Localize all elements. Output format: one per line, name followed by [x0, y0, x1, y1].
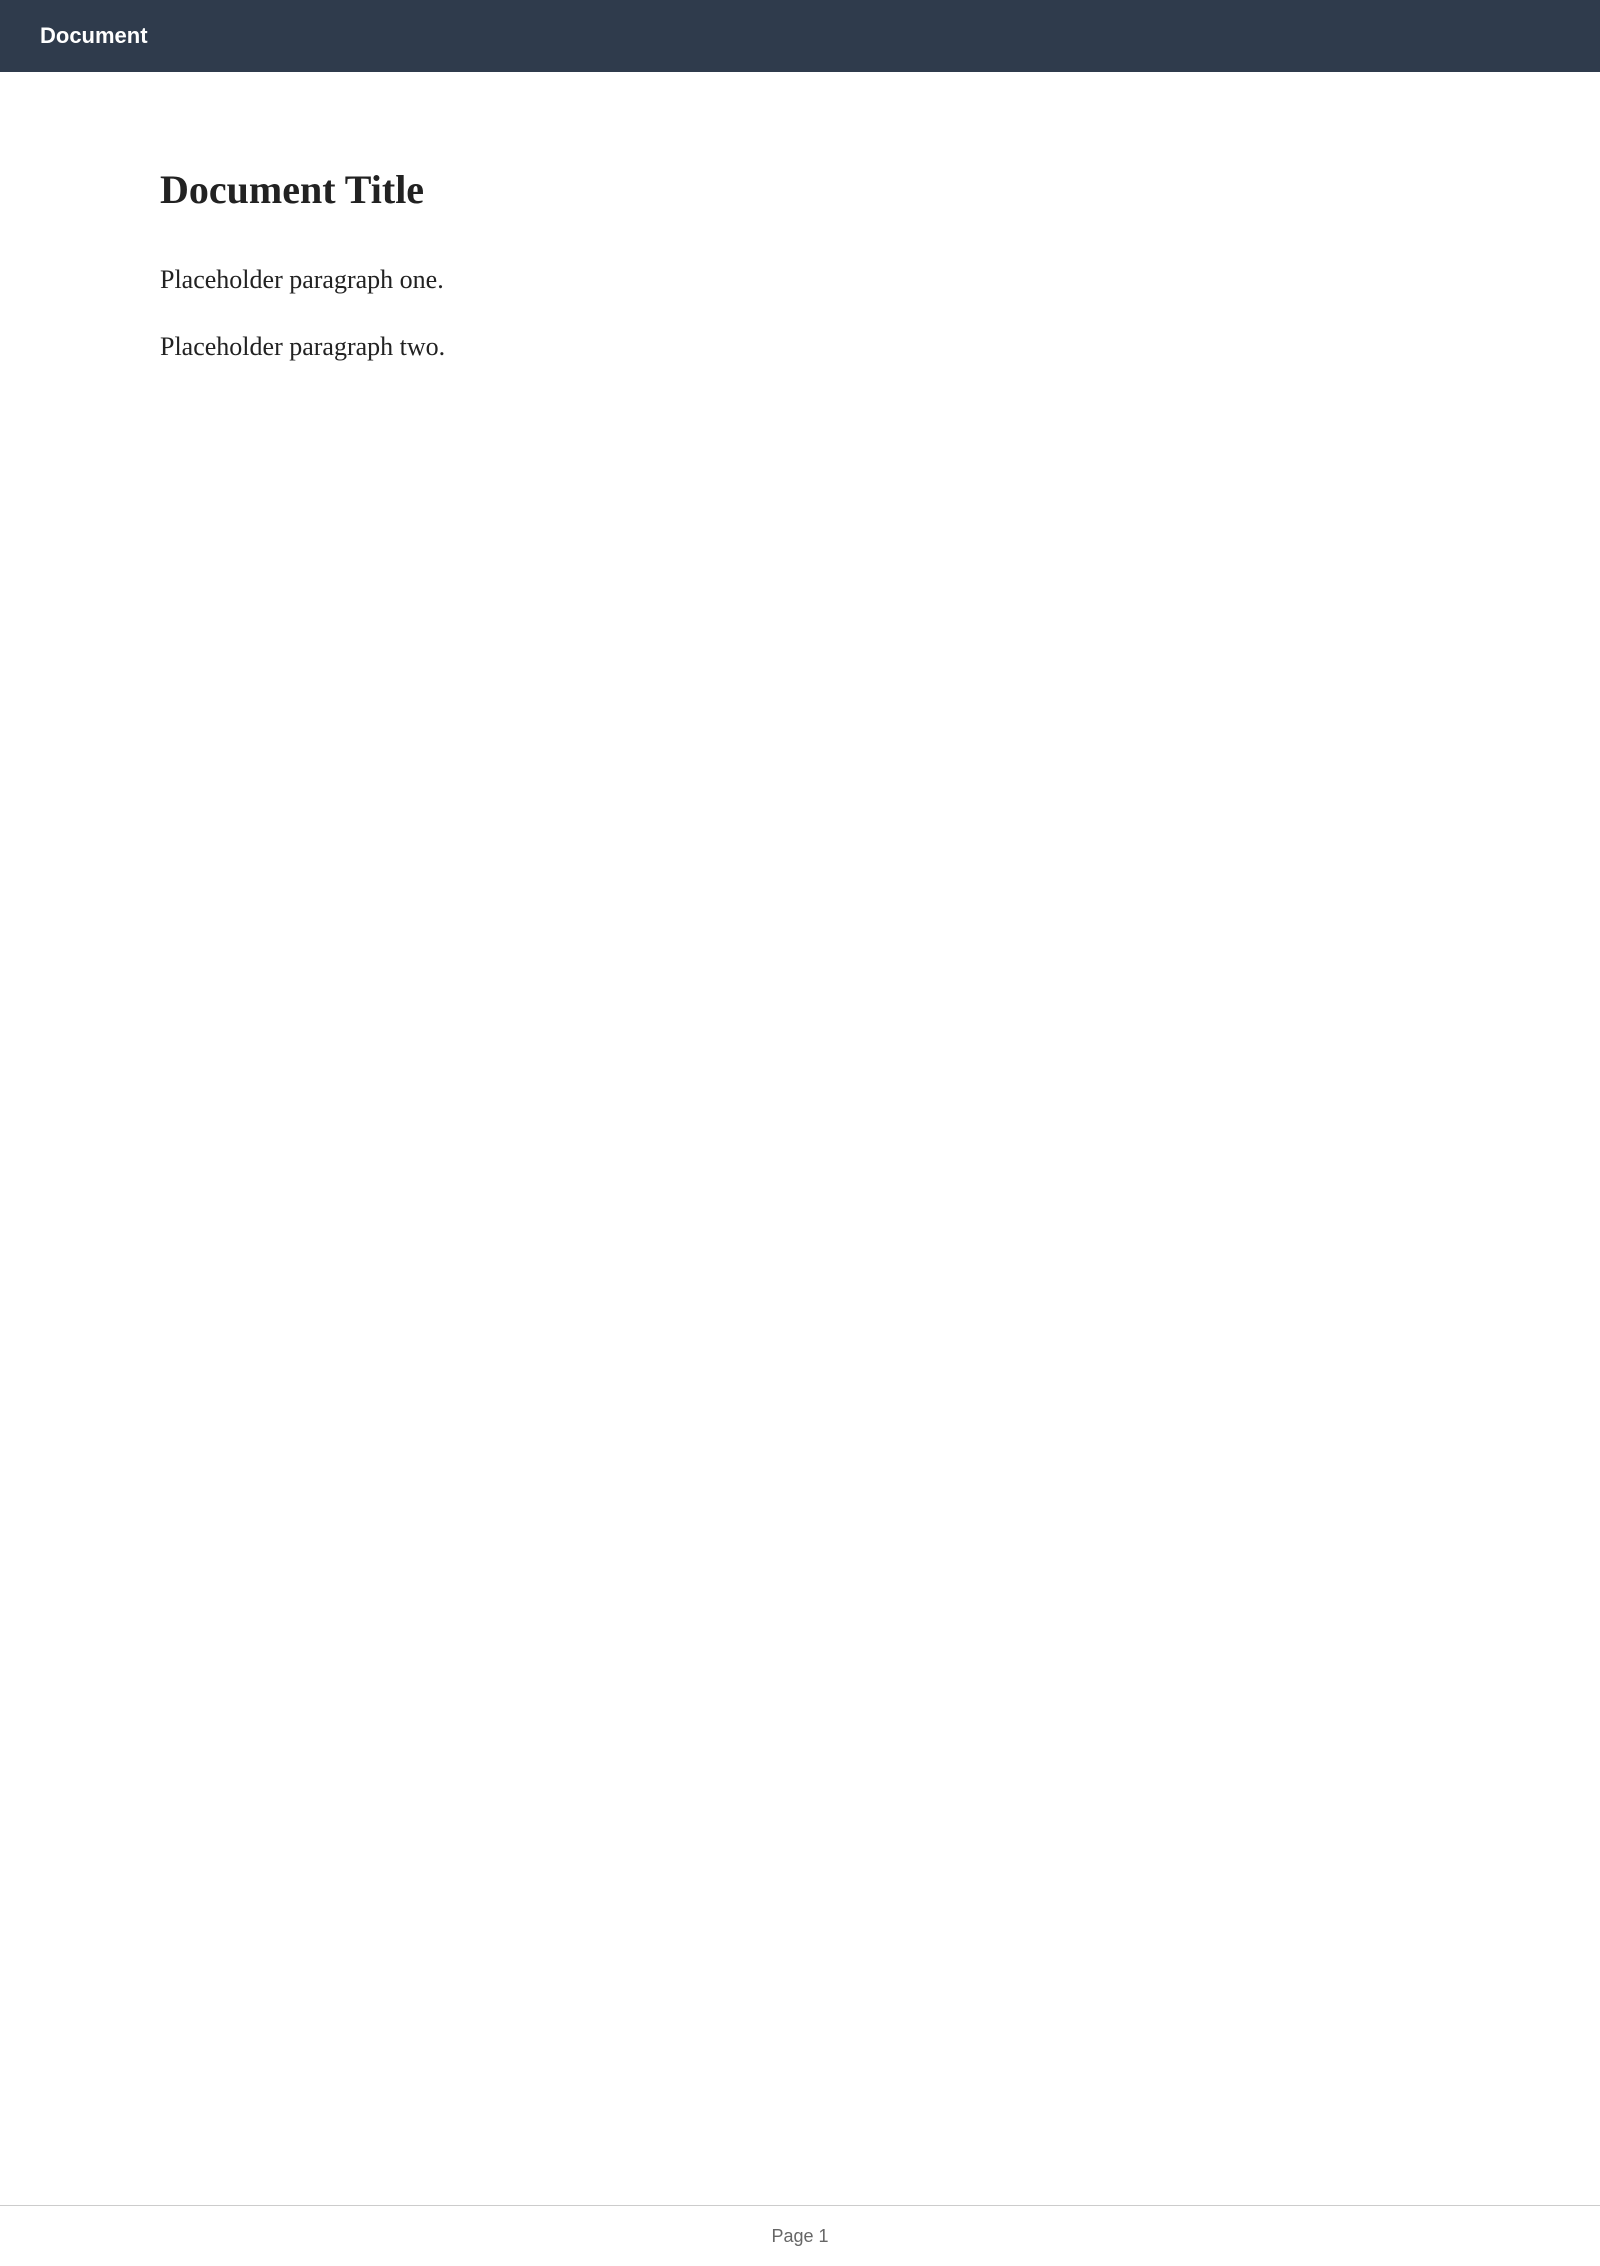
- main-content: [160, 160, 1440, 394]
- footer-text: Page 1: [771, 2225, 829, 2246]
- page-footer: [0, 2205, 1600, 2266]
- page-heading: Document Title: [160, 167, 425, 212]
- paragraph-1: Placeholder paragraph one.: [160, 265, 444, 294]
- paragraph-2: Placeholder paragraph two.: [160, 332, 446, 361]
- page-header: [0, 0, 1600, 72]
- header-title: Document: [40, 23, 148, 48]
